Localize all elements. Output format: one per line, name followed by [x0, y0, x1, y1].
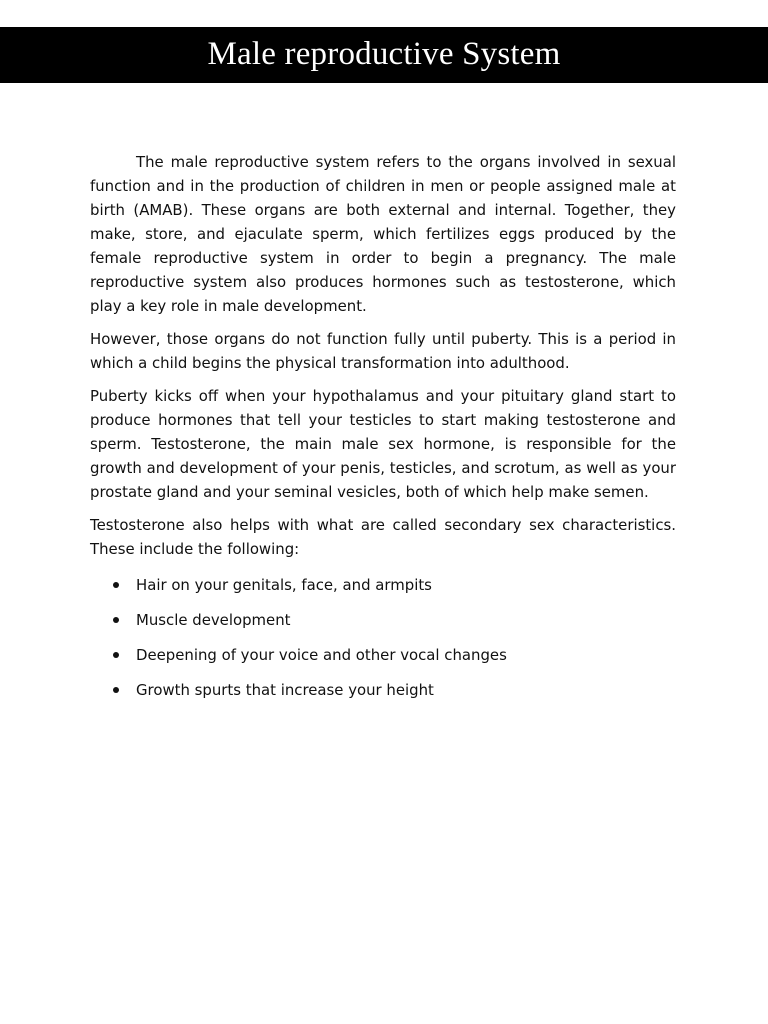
list-item-text: Deepening of your voice and other vocal changes — [136, 646, 507, 664]
document-body — [90, 150, 676, 713]
characteristics-list — [90, 573, 676, 702]
title-banner — [0, 27, 768, 83]
paragraph-hormones: Puberty kicks off when your hypothalamus and your pituitary gland start to produce hormones that tell your testicles to start making testosterone and sperm. Testosterone, the main male sex hormone, is responsible for the growth and development of your penis, testicles, and scrotum, as well as your prostate gland and your seminal vesicles, both of which help make semen. — [90, 387, 676, 501]
list-item-text: Muscle development — [136, 611, 291, 629]
bullet-icon — [113, 687, 119, 693]
paragraph-puberty: However, those organs do not function fully until puberty. This is a period in which a child begins the physical transformation into adulthood. — [90, 330, 676, 372]
bullet-icon — [113, 582, 119, 588]
list-item — [90, 678, 676, 702]
list-item — [90, 643, 676, 667]
list-item-text: Hair on your genitals, face, and armpits — [136, 576, 432, 594]
list-item — [90, 573, 676, 597]
page-title: Male reproductive System — [207, 35, 561, 72]
bullet-icon — [113, 617, 119, 623]
paragraph-secondary-characteristics: Testosterone also helps with what are called secondary sex characteristics. These include the following: — [90, 516, 676, 558]
paragraph-intro: The male reproductive system refers to the organs involved in sexual function and in the production of children in men or people assigned male at birth (AMAB). These organs are both external and internal. Together, they make, store, and ejaculate sperm, which fertilizes eggs produced by the female reproductive system in order to begin a pregnancy. The male reproductive system also produces hormones such as testosterone, which play a key role in male development. — [90, 153, 676, 315]
list-item — [90, 608, 676, 632]
bullet-icon — [113, 652, 119, 658]
list-item-text: Growth spurts that increase your height — [136, 681, 434, 699]
